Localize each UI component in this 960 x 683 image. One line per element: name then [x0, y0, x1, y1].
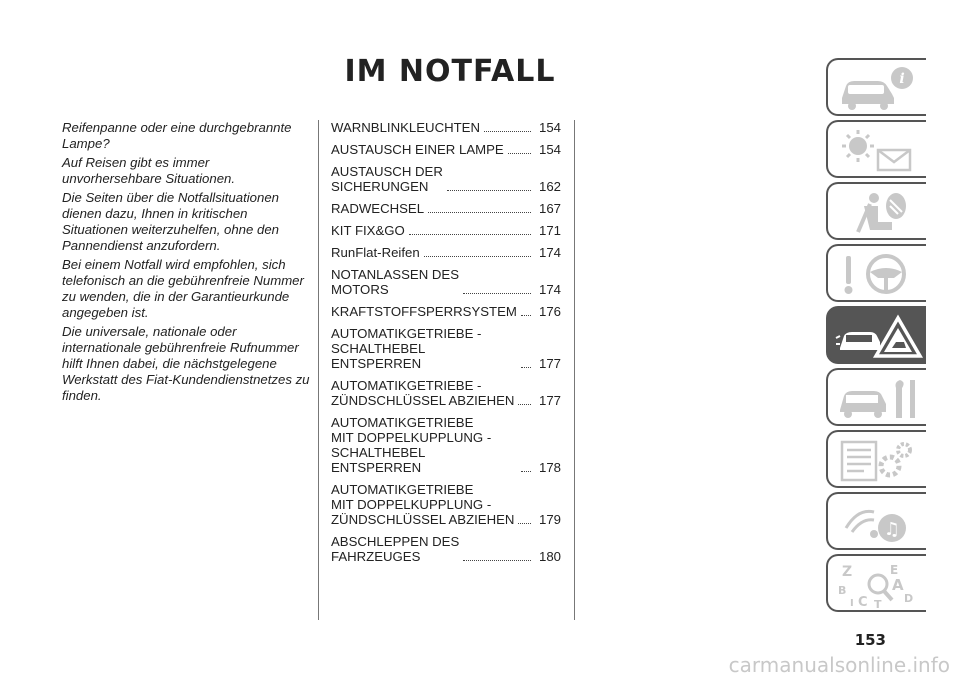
toc-entry-page: 180 — [538, 549, 561, 564]
tab-maintenance[interactable] — [826, 368, 926, 426]
toc-entry-page: 154 — [538, 120, 561, 135]
leader-dots — [463, 293, 531, 294]
toc-entry[interactable] — [331, 142, 561, 157]
intro-paragraph: Bei einem Notfall wird empfohlen, sich telefonisch an die gebührenfreie Nummer zu wenden, die in der Garantieurkunde angegeben ist. — [62, 257, 304, 320]
toc-entry-label: AUTOMATIKGETRIEBE - ZÜNDSCHLÜSSEL ABZIEHEN — [331, 378, 515, 408]
toc-entry[interactable] — [331, 415, 561, 475]
index-letter: Z — [842, 564, 853, 580]
toc-entry-label: NOTANLASSEN DES MOTORS — [331, 267, 459, 297]
index-icon — [834, 560, 924, 610]
tab-warning-lights[interactable] — [826, 120, 926, 178]
intro-text — [62, 120, 310, 407]
tab-technical-data[interactable] — [826, 430, 926, 488]
intro-paragraph: Auf Reisen gibt es immer unvorhersehbare Situationen. — [62, 155, 236, 186]
intro-paragraph: Die Seiten über die Notfallsituationen dienen dazu, Ihnen in kritischen Situationen weiterzuhelfen, ohne den Pannendienst anzufordern. — [62, 190, 280, 253]
tab-multimedia[interactable] — [826, 492, 926, 550]
emergency-warning-icon — [834, 312, 924, 362]
toc-entry-label: KRAFTSTOFFSPERRSYSTEM — [331, 304, 517, 319]
toc-entry-page: 174 — [538, 282, 561, 297]
svg-text:♫: ♫ — [883, 519, 901, 540]
column-divider — [574, 120, 575, 620]
leader-dots — [447, 190, 531, 191]
seat-airbag-icon — [834, 188, 924, 238]
intro-paragraph: Die universale, nationale oder internationale gebührenfreie Rufnummer hilft Ihnen dabei, die nächstgelegene Werkstatt des Fiat-Kundendienstnetzes zu finden. — [62, 324, 310, 403]
leader-dots — [521, 315, 531, 316]
toc-entry-page: 162 — [538, 179, 561, 194]
toc-entry-page: 179 — [538, 512, 561, 527]
page-title: IM NOTFALL — [344, 54, 556, 89]
toc-entry-label: AUTOMATIKGETRIEBE - SCHALTHEBEL ENTSPERREN — [331, 326, 482, 371]
index-letter: C — [858, 595, 868, 610]
leader-dots — [521, 471, 531, 472]
toc-entry-page: 171 — [538, 223, 561, 238]
leader-dots — [409, 234, 531, 235]
warning-lights-icon — [834, 126, 924, 176]
toc-entry[interactable] — [331, 223, 561, 238]
toc-entry[interactable] — [331, 267, 561, 297]
leader-dots — [484, 131, 531, 132]
car-service-icon — [834, 374, 924, 424]
leader-dots — [463, 560, 531, 561]
toc-entry[interactable] — [331, 120, 561, 135]
toc-entry[interactable] — [331, 245, 561, 260]
toc-entry-page: 177 — [538, 356, 561, 371]
leader-dots — [521, 367, 531, 368]
toc-entry-label: AUTOMATIKGETRIEBE MIT DOPPELKUPPLUNG - SCHALTHEBEL ENTSPERREN — [331, 415, 492, 475]
toc-entry[interactable] — [331, 482, 561, 527]
toc-entry-label: RunFlat-Reifen — [331, 245, 420, 260]
column-divider — [318, 120, 319, 620]
leader-dots — [518, 404, 531, 405]
toc-entry-label: KIT FIX&GO — [331, 223, 405, 238]
technical-data-icon — [834, 436, 924, 486]
tab-index[interactable] — [826, 554, 926, 612]
steering-wheel-icon — [834, 250, 924, 300]
toc-entry-label: WARNBLINKLEUCHTEN — [331, 120, 480, 135]
toc-entry-page: 154 — [538, 142, 561, 157]
index-letter: T — [874, 598, 882, 610]
tab-safety[interactable] — [826, 182, 926, 240]
leader-dots — [508, 153, 531, 154]
watermark: carmanualsonline.info — [728, 653, 950, 677]
toc-entry-page: 167 — [538, 201, 561, 216]
index-letter: B — [838, 584, 847, 597]
multimedia-icon — [834, 498, 924, 548]
index-letter: D — [904, 592, 914, 605]
toc-entry-page: 176 — [538, 304, 561, 319]
svg-text:i: i — [899, 71, 905, 87]
tab-car-info[interactable] — [826, 58, 926, 116]
page-number: 153 — [854, 631, 886, 649]
table-of-contents — [331, 120, 561, 571]
toc-entry[interactable] — [331, 201, 561, 216]
index-letter: A — [892, 576, 904, 594]
tab-starting-driving[interactable] — [826, 244, 926, 302]
toc-entry-page: 174 — [538, 245, 561, 260]
toc-entry[interactable] — [331, 164, 561, 194]
toc-entry[interactable] — [331, 326, 561, 371]
toc-entry-label: AUSTAUSCH EINER LAMPE — [331, 142, 504, 157]
toc-entry[interactable] — [331, 534, 561, 564]
toc-entry[interactable] — [331, 378, 561, 408]
leader-dots — [518, 523, 531, 524]
index-letter: E — [890, 563, 899, 577]
toc-entry-label: RADWECHSEL — [331, 201, 425, 216]
toc-entry[interactable] — [331, 304, 561, 319]
toc-entry-label: ABSCHLEPPEN DES FAHRZEUGES — [331, 534, 460, 564]
intro-paragraph: Reifenpanne oder eine durchgebrannte Lampe? — [62, 120, 292, 151]
index-letter: I — [850, 598, 854, 609]
toc-entry-label: AUTOMATIKGETRIEBE MIT DOPPELKUPPLUNG - ZÜNDSCHLÜSSEL ABZIEHEN — [331, 482, 515, 527]
tab-emergency[interactable] — [826, 306, 926, 364]
toc-entry-page: 178 — [538, 460, 561, 475]
leader-dots — [428, 212, 531, 213]
leader-dots — [424, 256, 531, 257]
car-info-icon — [834, 64, 924, 114]
toc-entry-label: AUSTAUSCH DER SICHERUNGEN — [331, 164, 443, 194]
toc-entry-page: 177 — [538, 393, 561, 408]
